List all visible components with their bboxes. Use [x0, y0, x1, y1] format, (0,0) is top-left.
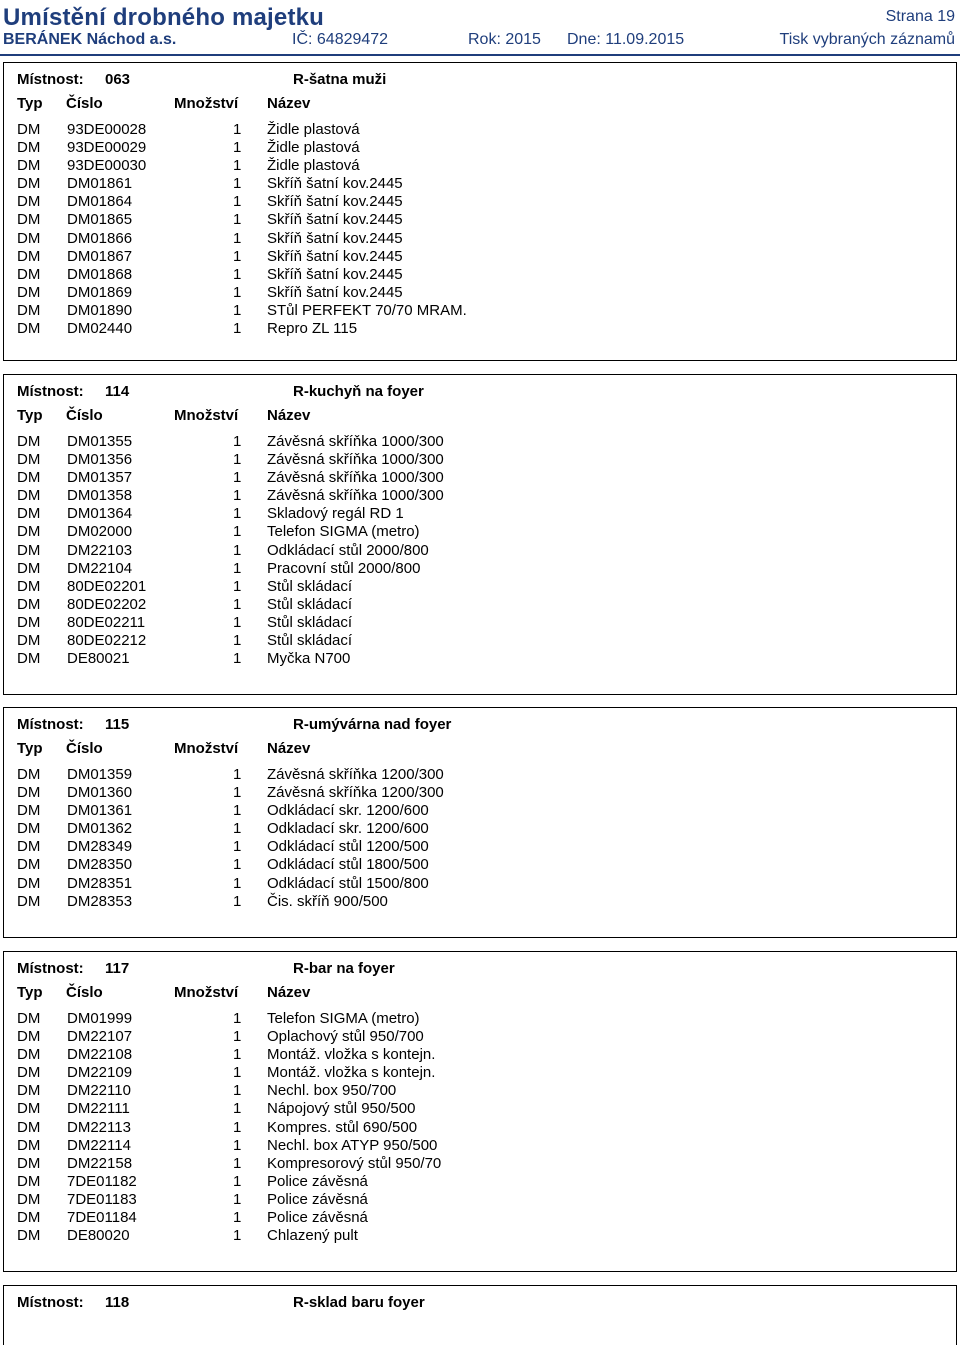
col-type: Typ — [17, 95, 43, 112]
item-qty: 1 — [233, 320, 242, 338]
report-date: Dne: 11.09.2015 — [567, 31, 685, 48]
table-row — [4, 559, 956, 577]
room-label: Místnost: — [17, 1294, 84, 1311]
item-name: Závěsná skříňka 1000/300 — [267, 433, 444, 450]
table-row — [4, 210, 956, 228]
item-name: Nechl. box ATYP 950/500 — [267, 1136, 438, 1154]
item-number: DM28350 — [67, 856, 133, 874]
item-number: 80DE02202 — [67, 595, 147, 613]
item-number: DM01357 — [67, 469, 133, 487]
item-type: DM — [17, 505, 41, 523]
table-row — [4, 595, 956, 613]
room-name: R-sklad baru foyer — [293, 1294, 425, 1311]
item-qty: 1 — [233, 1028, 242, 1046]
table-row — [4, 247, 956, 265]
item-rows — [4, 423, 956, 667]
item-name: Odkládací stůl 2000/800 — [267, 541, 429, 559]
item-qty: 1 — [233, 487, 242, 505]
item-name: Závěsná skříňka 1200/300 — [267, 784, 444, 802]
room-header — [4, 375, 956, 399]
table-row — [4, 855, 956, 873]
item-qty: 1 — [233, 802, 242, 820]
item-qty: 1 — [233, 229, 242, 247]
item-name: Skříň šatní kov.2445 — [267, 193, 403, 211]
item-name: Telefon SIGMA (metro) — [267, 523, 420, 541]
table-row — [4, 819, 956, 837]
item-name: Závěsná skříňka 1000/300 — [267, 487, 444, 505]
item-number: DM01358 — [67, 487, 133, 505]
item-type: DM — [17, 193, 41, 211]
item-qty: 1 — [233, 1046, 242, 1064]
item-qty: 1 — [233, 469, 242, 487]
item-type: DM — [17, 229, 41, 247]
item-number: 93DE00030 — [67, 157, 147, 175]
table-row — [4, 1118, 956, 1136]
item-type: DM — [17, 541, 41, 559]
item-number: 80DE02211 — [67, 613, 146, 631]
item-qty: 1 — [233, 247, 242, 265]
table-row — [4, 504, 956, 522]
item-number: DM02440 — [67, 320, 133, 338]
item-type: DM — [17, 121, 41, 138]
item-qty: 1 — [233, 193, 242, 211]
col-qty: Množství — [174, 407, 239, 424]
item-type: DM — [17, 523, 41, 541]
col-name: Název — [267, 407, 311, 424]
room-number: 118 — [105, 1294, 130, 1311]
item-number: 7DE01183 — [67, 1190, 137, 1208]
item-qty: 1 — [233, 856, 242, 874]
table-row — [4, 192, 956, 210]
table-row — [4, 432, 956, 450]
item-qty: 1 — [233, 874, 242, 892]
item-qty: 1 — [233, 1010, 242, 1027]
report-year: Rok: 2015 — [468, 31, 541, 48]
table-row — [4, 120, 956, 138]
item-type: DM — [17, 1100, 41, 1118]
table-row — [4, 649, 956, 667]
item-number: DM28349 — [67, 838, 133, 856]
item-name: Skříň šatní kov.2445 — [267, 265, 403, 283]
item-number: 7DE01184 — [67, 1209, 137, 1227]
item-name: Stůl skládací — [267, 632, 353, 650]
table-row — [4, 783, 956, 801]
item-type: DM — [17, 856, 41, 874]
room-header — [4, 708, 956, 732]
table-row — [4, 1226, 956, 1244]
room-label: Místnost: — [17, 383, 84, 400]
item-type: DM — [17, 1118, 41, 1136]
item-name: Židle plastová — [267, 121, 360, 138]
item-type: DM — [17, 175, 41, 193]
item-qty: 1 — [233, 1082, 242, 1100]
item-name: Kompresorový stůl 950/70 — [267, 1154, 442, 1172]
item-name: Závěsná skříňka 1000/300 — [267, 451, 444, 469]
col-type: Typ — [17, 740, 43, 757]
item-type: DM — [17, 802, 41, 820]
item-name: Stůl skládací — [267, 577, 353, 595]
item-type: DM — [17, 784, 41, 802]
item-type: DM — [17, 320, 41, 338]
room-number: 115 — [105, 716, 130, 733]
item-type: DM — [17, 595, 41, 613]
item-name: Odkládací stůl 1800/500 — [267, 856, 429, 874]
col-qty: Množství — [174, 740, 239, 757]
col-qty: Množství — [174, 984, 239, 1001]
table-row — [4, 801, 956, 819]
item-qty: 1 — [233, 766, 242, 783]
item-name: Skříň šatní kov.2445 — [267, 229, 403, 247]
item-type: DM — [17, 650, 41, 668]
col-number: Číslo — [66, 740, 103, 757]
item-number: DM01360 — [67, 784, 133, 802]
table-row — [4, 1027, 956, 1045]
item-number: DM01999 — [67, 1010, 133, 1027]
item-number: DM01362 — [67, 820, 133, 838]
item-type: DM — [17, 577, 41, 595]
item-type: DM — [17, 157, 41, 175]
header-divider — [0, 54, 960, 56]
company-id: IČ: 64829472 — [292, 31, 389, 48]
item-name: Závěsná skříňka 1200/300 — [267, 766, 444, 783]
item-number: DM01865 — [67, 211, 133, 229]
item-number: DE80020 — [67, 1227, 130, 1245]
col-number: Číslo — [66, 95, 103, 112]
item-type: DM — [17, 1028, 41, 1046]
item-type: DM — [17, 265, 41, 283]
col-qty: Množství — [174, 95, 239, 112]
table-row — [4, 174, 956, 192]
table-row — [4, 468, 956, 486]
item-name: Oplachový stůl 950/700 — [267, 1028, 424, 1046]
item-qty: 1 — [233, 157, 242, 175]
item-qty: 1 — [233, 1118, 242, 1136]
item-type: DM — [17, 283, 41, 301]
item-number: DM01861 — [67, 175, 133, 193]
report-meta — [0, 31, 960, 51]
item-number: DM01867 — [67, 247, 133, 265]
item-number: 80DE02212 — [67, 632, 147, 650]
item-name: Stůl skládací — [267, 613, 353, 631]
item-qty: 1 — [233, 820, 242, 838]
item-number: DM01866 — [67, 229, 133, 247]
item-rows — [4, 1000, 956, 1244]
item-type: DM — [17, 451, 41, 469]
item-type: DM — [17, 892, 41, 910]
item-name: Montáž. vložka s kontejn. — [267, 1046, 436, 1064]
column-headers — [4, 399, 956, 423]
col-number: Číslo — [66, 984, 103, 1001]
item-type: DM — [17, 820, 41, 838]
item-qty: 1 — [233, 139, 242, 157]
item-type: DM — [17, 559, 41, 577]
item-qty: 1 — [233, 1209, 242, 1227]
room-number: 117 — [105, 960, 130, 977]
item-qty: 1 — [233, 784, 242, 802]
room-number: 114 — [105, 383, 130, 400]
item-name: Pracovní stůl 2000/800 — [267, 559, 421, 577]
item-type: DM — [17, 211, 41, 229]
item-qty: 1 — [233, 838, 242, 856]
item-number: DM28351 — [67, 874, 133, 892]
item-number: DM28353 — [67, 892, 133, 910]
item-name: Repro ZL 115 — [267, 320, 358, 338]
table-row — [4, 486, 956, 504]
item-number: 93DE00028 — [67, 121, 147, 138]
room-label: Místnost: — [17, 960, 84, 977]
item-number: DM22103 — [67, 541, 133, 559]
company-name: BERÁNEK Náchod a.s. — [3, 31, 177, 48]
item-name: Nechl. box 950/700 — [267, 1082, 397, 1100]
room-block — [3, 374, 957, 695]
item-type: DM — [17, 613, 41, 631]
table-row — [4, 1081, 956, 1099]
item-qty: 1 — [233, 121, 242, 138]
table-row — [4, 1009, 956, 1027]
item-name: Montáž. vložka s kontejn. — [267, 1064, 436, 1082]
page-number: Strana 19 — [885, 8, 955, 25]
item-qty: 1 — [233, 595, 242, 613]
item-qty: 1 — [233, 650, 242, 668]
item-name: Skříň šatní kov.2445 — [267, 283, 403, 301]
room-block — [3, 951, 957, 1272]
col-name: Název — [267, 740, 311, 757]
item-qty: 1 — [233, 265, 242, 283]
item-qty: 1 — [233, 301, 242, 319]
item-type: DM — [17, 1154, 41, 1172]
col-name: Název — [267, 984, 311, 1001]
item-qty: 1 — [233, 613, 242, 631]
column-headers — [4, 87, 956, 111]
item-qty: 1 — [233, 211, 242, 229]
item-name: Skříň šatní kov.2445 — [267, 247, 403, 265]
item-number: DM22158 — [67, 1154, 133, 1172]
table-row — [4, 156, 956, 174]
item-type: DM — [17, 766, 41, 783]
item-rows — [4, 756, 956, 910]
item-name: Kompres. stůl 690/500 — [267, 1118, 418, 1136]
item-qty: 1 — [233, 632, 242, 650]
item-qty: 1 — [233, 283, 242, 301]
table-row — [4, 631, 956, 649]
room-label: Místnost: — [17, 71, 84, 88]
col-name: Název — [267, 95, 311, 112]
room-name: R-bar na foyer — [293, 960, 395, 977]
item-type: DM — [17, 1136, 41, 1154]
item-qty: 1 — [233, 577, 242, 595]
item-qty: 1 — [233, 1190, 242, 1208]
item-name: Čis. skříň 900/500 — [267, 892, 388, 910]
column-headers — [4, 976, 956, 1000]
item-number: DM01868 — [67, 265, 133, 283]
table-row — [4, 283, 956, 301]
item-name: Skladový regál RD 1 — [267, 505, 404, 523]
room-name: R-kuchyň na foyer — [293, 383, 424, 400]
room-header — [4, 952, 956, 976]
item-qty: 1 — [233, 541, 242, 559]
item-qty: 1 — [233, 451, 242, 469]
item-number: DM22114 — [67, 1136, 131, 1154]
room-header — [4, 1286, 956, 1310]
col-type: Typ — [17, 407, 43, 424]
room-block — [3, 1285, 957, 1345]
item-number: DE80021 — [67, 650, 130, 668]
item-type: DM — [17, 1082, 41, 1100]
item-number: DM01356 — [67, 451, 133, 469]
item-number: DM22109 — [67, 1064, 133, 1082]
table-row — [4, 1208, 956, 1226]
room-label: Místnost: — [17, 716, 84, 733]
table-row — [4, 892, 956, 910]
col-number: Číslo — [66, 407, 103, 424]
item-name: Odkládací skr. 1200/600 — [267, 802, 429, 820]
item-name: Police závěsná — [267, 1209, 368, 1227]
item-type: DM — [17, 1209, 41, 1227]
item-number: DM01869 — [67, 283, 133, 301]
item-name: Židle plastová — [267, 157, 360, 175]
table-row — [4, 765, 956, 783]
item-name: Telefon SIGMA (metro) — [267, 1010, 420, 1027]
report-header — [0, 0, 960, 54]
item-type: DM — [17, 139, 41, 157]
item-type: DM — [17, 433, 41, 450]
item-name: STůl PERFEKT 70/70 MRAM. — [267, 301, 467, 319]
item-name: Závěsná skříňka 1000/300 — [267, 469, 444, 487]
table-row — [4, 1136, 956, 1154]
item-qty: 1 — [233, 1172, 242, 1190]
col-type: Typ — [17, 984, 43, 1001]
item-number: DM22104 — [67, 559, 133, 577]
item-number: DM01864 — [67, 193, 133, 211]
report-title: Umístění drobného majetku — [3, 4, 325, 31]
table-row — [4, 522, 956, 540]
item-type: DM — [17, 1190, 41, 1208]
item-qty: 1 — [233, 505, 242, 523]
item-number: DM01890 — [67, 301, 133, 319]
item-qty: 1 — [233, 1227, 242, 1245]
item-number: DM22108 — [67, 1046, 133, 1064]
table-row — [4, 1172, 956, 1190]
item-type: DM — [17, 469, 41, 487]
item-number: 93DE00029 — [67, 139, 147, 157]
table-row — [4, 1154, 956, 1172]
table-row — [4, 613, 956, 631]
table-row — [4, 265, 956, 283]
item-number: DM22111 — [67, 1100, 130, 1118]
table-row — [4, 1063, 956, 1081]
room-block — [3, 707, 957, 938]
item-type: DM — [17, 1064, 41, 1082]
item-number: DM22107 — [67, 1028, 133, 1046]
item-number: 7DE01182 — [67, 1172, 137, 1190]
item-name: Police závěsná — [267, 1172, 368, 1190]
item-rows — [4, 111, 956, 337]
item-type: DM — [17, 1046, 41, 1064]
table-row — [4, 837, 956, 855]
item-qty: 1 — [233, 559, 242, 577]
room-name: R-umývárna nad foyer — [293, 716, 452, 733]
item-name: Skříň šatní kov.2445 — [267, 175, 403, 193]
column-headers — [4, 732, 956, 756]
item-type: DM — [17, 1172, 41, 1190]
item-qty: 1 — [233, 1154, 242, 1172]
room-number: 063 — [105, 71, 131, 88]
table-row — [4, 301, 956, 319]
item-number: DM01355 — [67, 433, 133, 450]
item-qty: 1 — [233, 1100, 242, 1118]
item-name: Odkládací stůl 1500/800 — [267, 874, 429, 892]
item-qty: 1 — [233, 523, 242, 541]
table-row — [4, 541, 956, 559]
item-qty: 1 — [233, 1136, 242, 1154]
item-name: Odkladací skr. 1200/600 — [267, 820, 429, 838]
print-scope: Tisk vybraných záznamů — [779, 31, 955, 48]
item-name: Stůl skládací — [267, 595, 353, 613]
item-qty: 1 — [233, 1064, 242, 1082]
table-row — [4, 874, 956, 892]
item-name: Myčka N700 — [267, 650, 351, 668]
table-row — [4, 319, 956, 337]
item-type: DM — [17, 874, 41, 892]
item-type: DM — [17, 1010, 41, 1027]
item-qty: 1 — [233, 433, 242, 450]
item-name: Skříň šatní kov.2445 — [267, 211, 403, 229]
table-row — [4, 1099, 956, 1117]
item-name: Police závěsná — [267, 1190, 368, 1208]
table-row — [4, 577, 956, 595]
item-type: DM — [17, 247, 41, 265]
table-row — [4, 138, 956, 156]
table-row — [4, 229, 956, 247]
room-block — [3, 62, 957, 361]
item-number: DM22113 — [67, 1118, 131, 1136]
item-type: DM — [17, 1227, 41, 1245]
item-number: DM01364 — [67, 505, 133, 523]
item-name: Chlazený pult — [267, 1227, 358, 1245]
table-row — [4, 450, 956, 468]
item-number: DM01361 — [67, 802, 133, 820]
item-type: DM — [17, 487, 41, 505]
item-name: Nápojový stůl 950/500 — [267, 1100, 416, 1118]
item-qty: 1 — [233, 892, 242, 910]
room-header — [4, 63, 956, 87]
item-type: DM — [17, 632, 41, 650]
item-number: DM22110 — [67, 1082, 131, 1100]
item-name: Židle plastová — [267, 139, 360, 157]
item-name: Odkládací stůl 1200/500 — [267, 838, 429, 856]
item-qty: 1 — [233, 175, 242, 193]
item-number: 80DE02201 — [67, 577, 147, 595]
room-name: R-šatna muži — [293, 71, 387, 88]
table-row — [4, 1045, 956, 1063]
item-number: DM02000 — [67, 523, 133, 541]
table-row — [4, 1190, 956, 1208]
item-type: DM — [17, 838, 41, 856]
item-type: DM — [17, 301, 41, 319]
item-number: DM01359 — [67, 766, 133, 783]
